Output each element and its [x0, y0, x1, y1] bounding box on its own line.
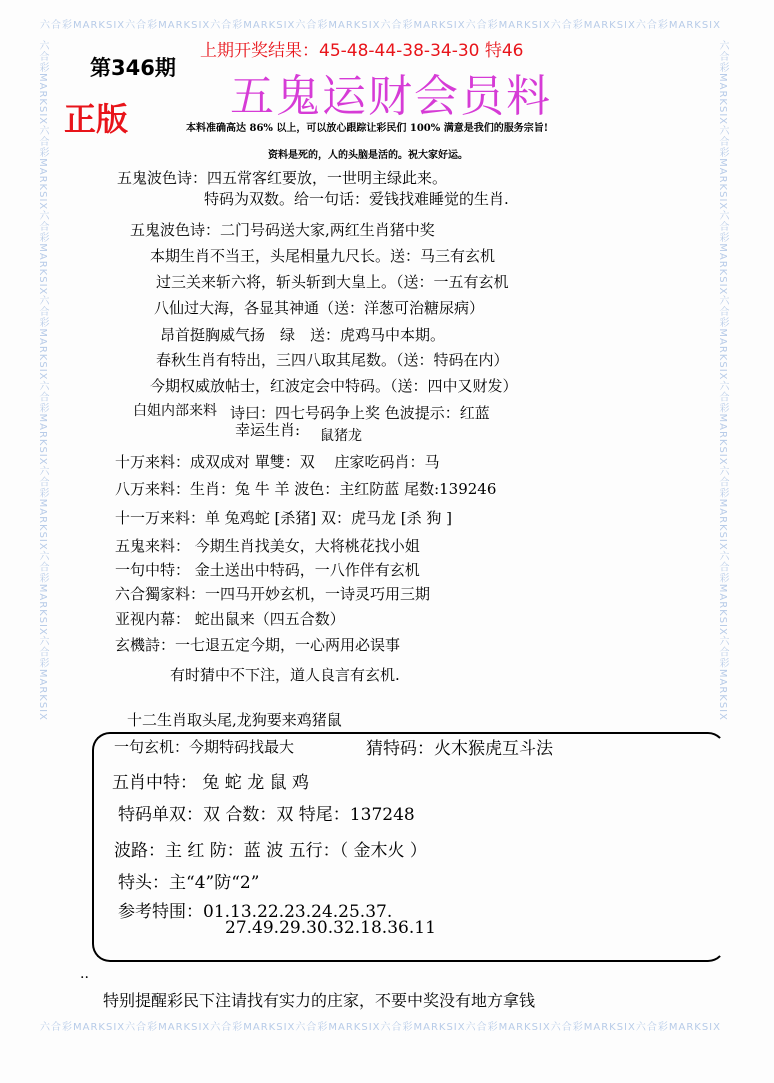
line-80k: 八万来料：生肖：兔 牛 羊 波色：主红防蓝 尾数:139246 [115, 480, 497, 498]
footer-reminder: 特别提醒彩民下注请找有实力的庄家，不要中奖没有地方拿钱 [103, 991, 536, 1010]
line-poem-5: 过三关来斩六将，斩头斩到大皇上。（送：一五有玄机 [156, 273, 509, 291]
slogan-accuracy: 本料准确高达 86% 以上，可以放心跟踪让彩民们 100% 满意是我们的服务宗旨! [186, 123, 549, 134]
watermark-top: 六合彩MARKSIX六合彩MARKSIX六合彩MARKSIX六合彩MARKSIX六合彩MARKSIX六合彩MARKSIX六合彩MARKSIX六合彩MARKSIX [40, 20, 721, 30]
box-special-head: 特头：主“4”防“2” [118, 873, 260, 893]
box-mystic-hint: 一句玄机：今期特码找最大 [114, 738, 295, 756]
box-odd-even: 特码单双：双 合数：双 特尾：137248 [118, 805, 415, 825]
last-draw-result: 上期开奖结果：45-48-44-38-34-30 特46 [200, 41, 524, 61]
line-100k: 十万来料：成双成对 單雙：双 庄家吃码肖：马 [115, 453, 440, 471]
line-wugui-poem-1: 五鬼波色诗：四五常客红要放，一世明主绿此来。 [117, 169, 448, 187]
line-poem-8: 春秋生肖有特出，三四八取其尾数。（送：特码在内） [156, 351, 509, 369]
line-tip-1: 特码为双数。给一句话：爱钱找难睡觉的生肖. [204, 190, 509, 208]
edition-label: 正版 [64, 100, 129, 138]
line-poem-6: 八仙过大海，各显其神通（送：洋葱可治糖尿病） [154, 299, 485, 317]
box-five-zodiac: 五肖中特： 兔 蛇 龙 鼠 鸡 [112, 773, 310, 793]
line-mystic-poem-2: 有时猜中不下注，道人良言有玄机. [170, 666, 400, 684]
line-baijie-label: 白姐内部来料 [133, 403, 217, 419]
box-guess-code: 猜特码：火木猴虎互斗法 [366, 739, 553, 759]
issue-number: 第346期 [90, 56, 176, 80]
line-poem-7: 昂首挺胸威气扬 绿 送：虎鸡马中本期。 [160, 326, 446, 344]
watermark-left: 六合彩MARKSIX六合彩MARKSIX六合彩MARKSIX六合彩MARKSIX六合彩MARKSIX六合彩MARKSIX六合彩MARKSIX六合彩MARKSIX [37, 40, 48, 721]
line-poem-9: 今期权威放帖士，红波定会中特码。（送：四中又财发） [150, 377, 518, 395]
line-atv-insider: 亚视内幕： 蛇出鼠来（四五合数） [115, 610, 345, 628]
line-zodiac-head-tail: 十二生肖取头尾,龙狗要来鸡猪鼠 [127, 711, 342, 729]
slogan-luck: 资料是死的，人的头脑是活的。祝大家好运。 [268, 150, 468, 161]
line-exclusive: 六合獨家料：一四马开妙玄机，一诗灵巧用三期 [115, 585, 431, 603]
line-wugui-material: 五鬼来料： 今期生肖找美女，大将桃花找小姐 [115, 537, 420, 555]
dots: .. [80, 966, 89, 982]
box-range-2: 27.49.29.30.32.18.36.11 [225, 918, 436, 938]
line-one-sentence: 一句中特： 金土送出中特码，一八作伴有玄机 [115, 561, 420, 579]
line-lucky-label: 幸运生肖: [235, 421, 301, 439]
box-range-1: 参考特围：01.13.22.23.24.25.37. [118, 902, 393, 922]
watermark-bottom: 六合彩MARKSIX六合彩MARKSIX六合彩MARKSIX六合彩MARKSIX六合彩MARKSIX六合彩MARKSIX六合彩MARKSIX六合彩MARKSIX [40, 1022, 721, 1032]
line-110k: 十一万来料：单 兔鸡蛇 [杀猪] 双：虎马龙 [杀 狗 ] [115, 509, 453, 527]
line-mystic-poem: 玄機詩：一七退五定今期，一心两用必误事 [115, 636, 401, 654]
page-title: 五鬼运财会员料 [230, 71, 552, 122]
box-wave-path: 波路：主 红 防：蓝 波 五行：（ 金木火 ） [114, 841, 427, 861]
watermark-right: 六合彩MARKSIX六合彩MARKSIX六合彩MARKSIX六合彩MARKSIX六合彩MARKSIX六合彩MARKSIX六合彩MARKSIX六合彩MARKSIX [717, 40, 728, 721]
line-wugui-poem-2: 五鬼波色诗：二门号码送大家,两红生肖猪中奖 [130, 221, 435, 239]
line-lucky-zodiac: 鼠猪龙 [320, 428, 362, 444]
line-baijie-poem: 诗曰：四七号码争上奖 色波提示：红蓝 [230, 404, 490, 422]
line-poem-4: 本期生肖不当王，头尾相量九尺长。送：马三有玄机 [150, 247, 496, 265]
